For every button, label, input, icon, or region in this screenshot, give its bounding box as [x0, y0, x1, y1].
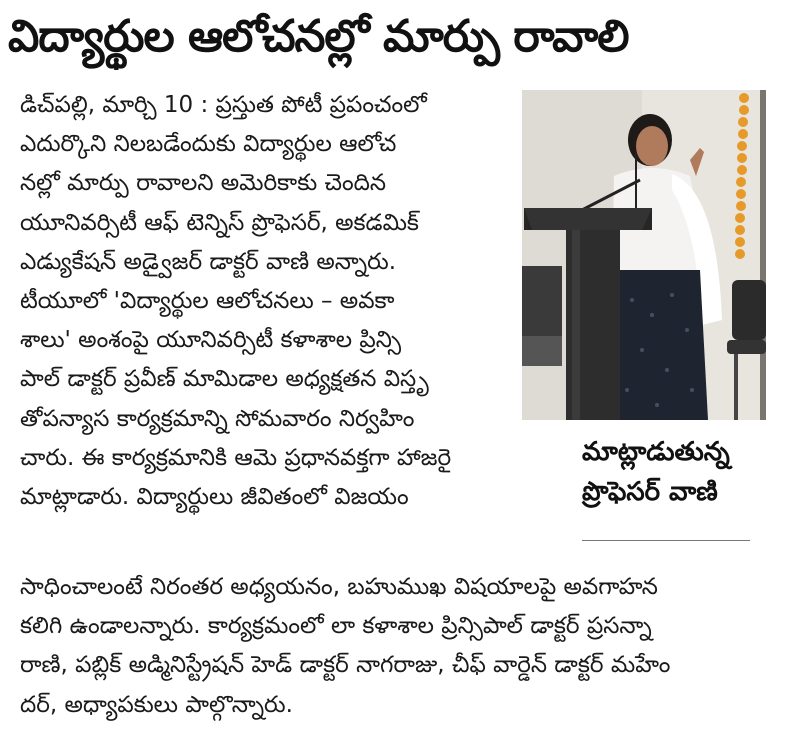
caption-divider	[582, 540, 750, 541]
article-line: మాట్లాడారు. విద్యార్థులు జీవితంలో విజయం	[20, 483, 409, 510]
article-line: నల్లో మార్పు రావాలని అమెరికాకు చెందిన	[20, 170, 387, 197]
article-line: శాలు' అంశంపై యూనివర్సిటీ కళాశాల ప్రిన్సి	[20, 327, 402, 354]
article-line: రాణి, పబ్లిక్ అడ్మినిస్ట్రేషన్ హెడ్ డాక్టర్ నాగరాజు, చీఫ్ వార్డెన్ డాక్టర్ మహేం	[20, 652, 671, 679]
article-line: డిచ్‌పల్లి, మార్చి 10 : ప్రస్తుత పోటీ ప్రపంచంలో	[20, 92, 427, 118]
article-body-full	[20, 568, 790, 725]
article-line: టీయూలో 'విద్యార్థుల ఆలోచనలు – అవకా	[20, 287, 395, 314]
article-line: దర్, అధ్యాపకులు పాల్గొన్నారు.	[20, 691, 293, 718]
headline: విద్యార్థుల ఆలోచనల్లో మార్పు రావాలి	[8, 11, 629, 62]
photo-caption	[582, 432, 762, 512]
article-line: యూనివర్సిటీ ఆఫ్ టెన్నిస్ ప్రొఫెసర్, అకడమిక్	[20, 209, 419, 236]
article-line: కలిగి ఉండాలన్నారు. కార్యక్రమంలో లా కళాశాల ప్రిన్సిపాల్ డాక్టర్ ప్రసన్నా	[20, 613, 652, 640]
caption-line: ప్రొఫెసర్ వాణి	[582, 477, 718, 507]
caption-line: మాట్లాడుతున్న	[582, 437, 730, 467]
article-line: చారు. ఈ కార్యక్రమానికి ఆమె ప్రధానవక్తగా హాజరై	[20, 444, 452, 471]
article-line: సాధించాలంటే నిరంతర అధ్యయనం, బహుముఖ విషయాలపై అవగాహన	[20, 574, 658, 600]
article-line: తోపన్యాస కార్యక్రమాన్ని సోమవారం నిర్వహిం	[20, 405, 415, 432]
article-body-column	[20, 86, 528, 517]
article-line: పాల్ డాక్టర్ ప్రవీణ్ మామిడాల అధ్యక్షతన విస్తృ	[20, 366, 429, 393]
article-line: ఎదుర్కొని నిలబడేందుకు విద్యార్థుల ఆలోచ	[20, 131, 397, 158]
speaker-photo	[522, 90, 766, 420]
article-line: ఎడ్యుకేషన్ అడ్వైజర్ డాక్టర్ వాణి అన్నారు.	[20, 248, 397, 275]
